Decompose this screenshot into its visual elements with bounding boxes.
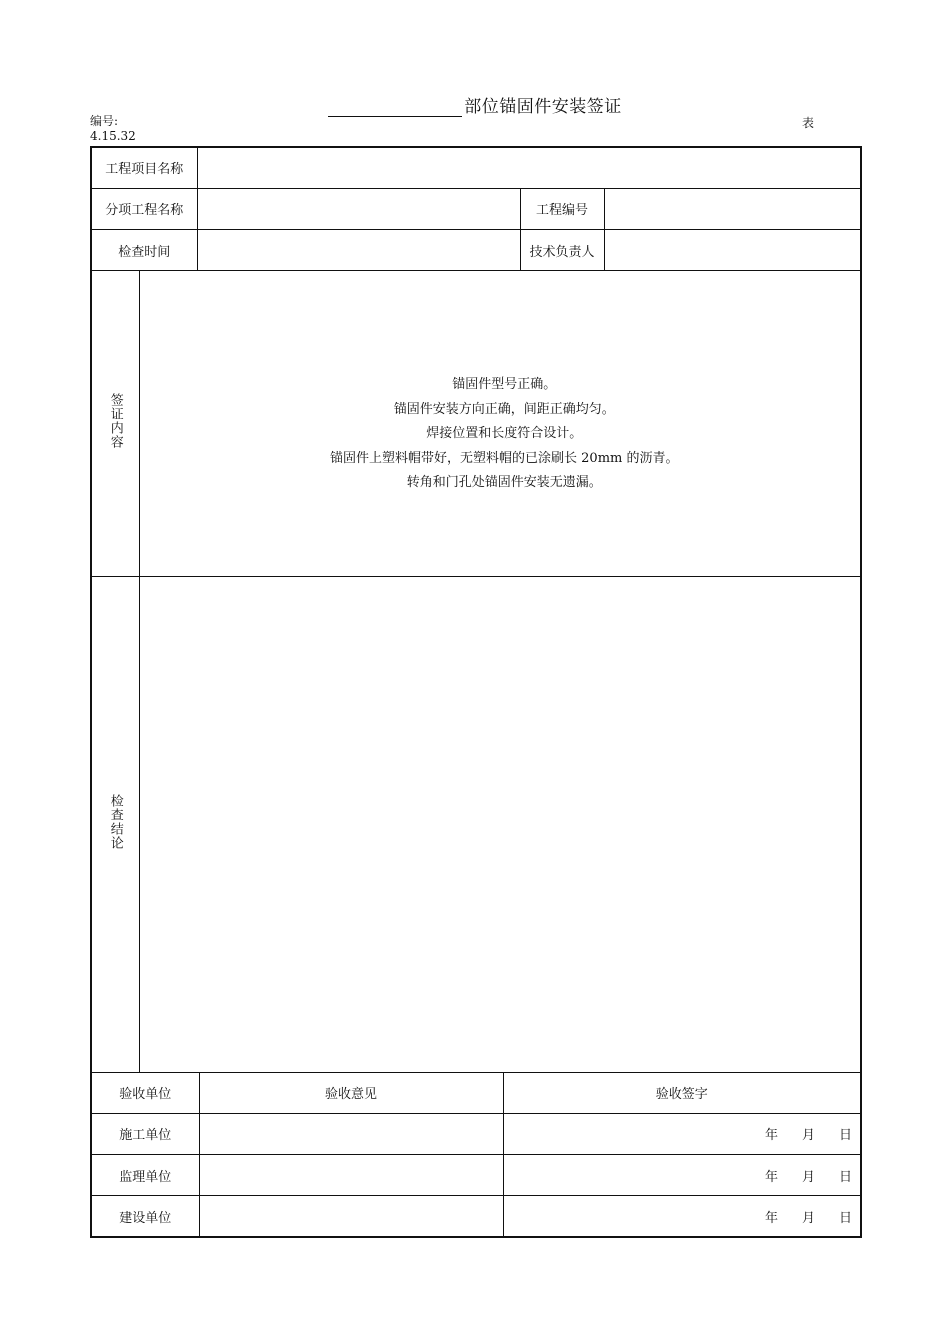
date-day: 日: [839, 1128, 853, 1144]
sub-project-label: 分项工程名称: [91, 188, 197, 229]
table-label: 表: [802, 116, 815, 130]
row-project-name: [91, 147, 861, 188]
certification-label-cell: [91, 271, 139, 577]
serial-block: [90, 114, 136, 144]
acceptance-signature-header: 验收签字: [503, 1072, 861, 1113]
date-month: 月: [802, 1128, 816, 1144]
project-name-field[interactable]: [197, 147, 861, 188]
location-blank[interactable]: [328, 98, 462, 117]
row-conclusion: [91, 576, 861, 1072]
certification-item: 转角和门孔处锚固件安装无遗漏。: [406, 475, 602, 491]
date-day: 日: [839, 1210, 853, 1226]
conclusion-content[interactable]: [139, 576, 861, 1072]
owner-unit-opinion[interactable]: [199, 1196, 503, 1237]
certification-item: 锚固件安装方向正确，间距正确均匀。: [393, 401, 615, 417]
row-owner-unit: [91, 1196, 861, 1237]
certification-content[interactable]: [139, 271, 861, 577]
acceptance-opinion-header: 验收意见: [199, 1072, 503, 1113]
tech-lead-field[interactable]: [604, 229, 861, 270]
date-day: 日: [839, 1169, 853, 1185]
row-supervision-unit: [91, 1154, 861, 1195]
row-sub-project: [91, 188, 861, 229]
inspection-form-table: [90, 146, 862, 1238]
tech-lead-label: 技术负责人: [520, 229, 604, 270]
acceptance-unit-header: 验收单位: [91, 1072, 199, 1113]
project-number-label: 工程编号: [520, 188, 604, 229]
project-name-label: 工程项目名称: [91, 147, 197, 188]
owner-unit-signature[interactable]: [503, 1196, 861, 1237]
inspection-time-field[interactable]: [197, 229, 520, 270]
sub-project-field[interactable]: [197, 188, 520, 229]
date-month: 月: [802, 1210, 816, 1226]
supervision-unit-opinion[interactable]: [199, 1154, 503, 1195]
certification-item: 焊接位置和长度符合设计。: [426, 426, 583, 442]
inspection-time-label: 检查时间: [91, 229, 197, 270]
certification-item: 锚固件上塑料帽带好，无塑料帽的已涂刷长 20mm 的沥青。: [330, 450, 679, 466]
form-title-text: 部位锚固件安装签证: [464, 97, 622, 117]
conclusion-label-cell: [91, 576, 139, 1072]
supervision-unit-signature[interactable]: [503, 1154, 861, 1195]
serial-label: 编号:: [90, 114, 119, 128]
serial-value: 4.15.32: [90, 129, 136, 143]
supervision-unit-label: 监理单位: [91, 1154, 199, 1195]
project-number-field[interactable]: [604, 188, 861, 229]
owner-unit-label: 建设单位: [91, 1196, 199, 1237]
date-year: 年: [764, 1210, 778, 1226]
date-year: 年: [764, 1169, 778, 1185]
row-certification: [91, 271, 861, 577]
date-year: 年: [764, 1128, 778, 1144]
certification-label: 签证内容: [107, 393, 123, 450]
row-inspection-time: [91, 229, 861, 270]
certification-item: 锚固件型号正确。: [452, 377, 557, 392]
row-acceptance-header: [91, 1072, 861, 1113]
conclusion-label: 检查结论: [107, 794, 123, 851]
construction-unit-opinion[interactable]: [199, 1113, 503, 1154]
construction-unit-label: 施工单位: [91, 1113, 199, 1154]
row-construction-unit: [91, 1113, 861, 1154]
construction-unit-signature[interactable]: [503, 1113, 861, 1154]
date-month: 月: [802, 1169, 816, 1185]
